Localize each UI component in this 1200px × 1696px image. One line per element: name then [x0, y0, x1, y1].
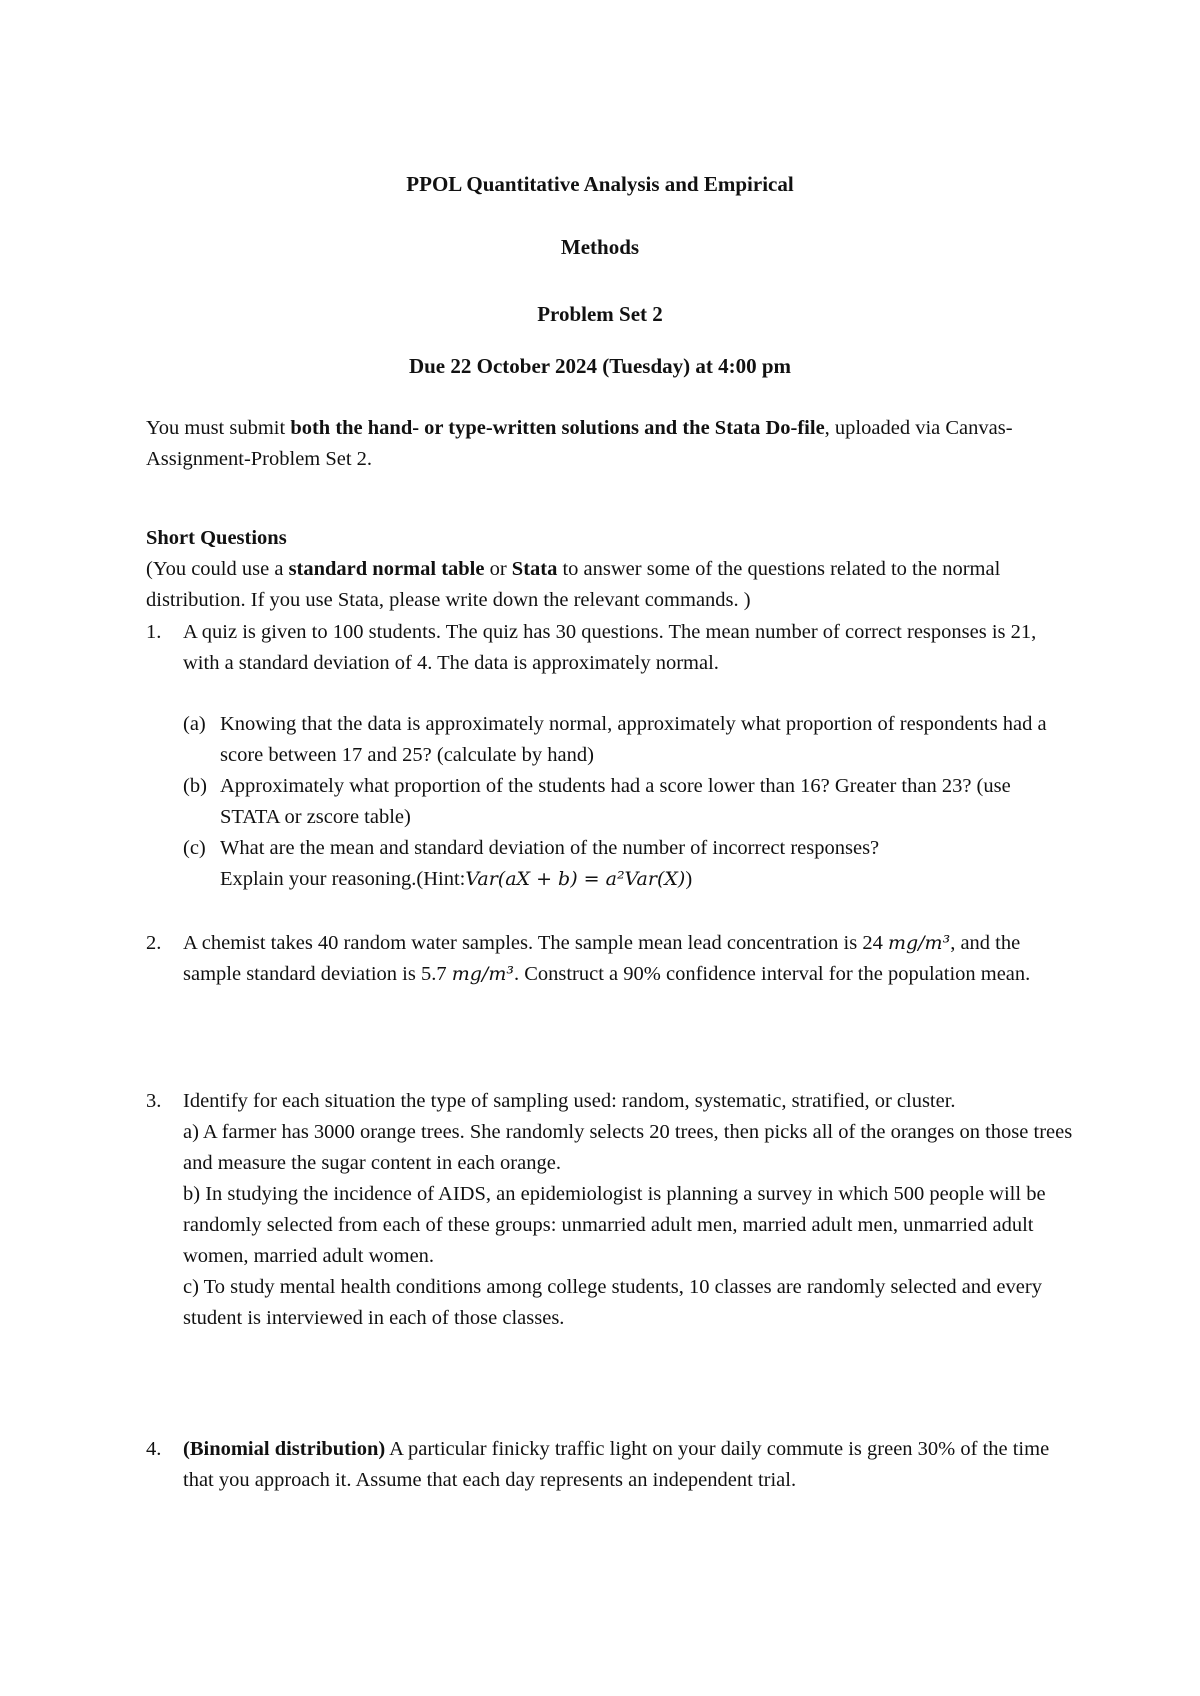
- question-number: 4.: [146, 1438, 162, 1460]
- hint-suffix: ): [685, 868, 693, 890]
- q2-text-2: , and the sample standard deviation is 5.7: [183, 932, 1021, 985]
- question-text: [183, 1086, 1076, 1334]
- q4-bold-label: (Binomial distribution): [183, 1438, 386, 1460]
- note-text-1: (You could use a: [146, 558, 289, 580]
- subquestion-line: What are the mean and standard deviation of the number of incorrect responses?: [220, 837, 880, 859]
- instructions-suffix: , uploaded via Canvas-Assignment-Problem Set 2.: [146, 417, 1013, 470]
- variance-formula: Var(aX + b) = a²Var(X): [465, 868, 686, 890]
- q2-text-3: . Construct a 90% confidence interval for the population mean.: [513, 963, 1031, 985]
- q3-intro: Identify for each situation the type of sampling used: random, systematic, stratified, or cluster.: [183, 1090, 956, 1112]
- note-text-2: or: [484, 558, 512, 580]
- question-number: 2.: [146, 932, 162, 954]
- question-number: 3.: [146, 1090, 162, 1112]
- subquestion-text: [220, 833, 1063, 895]
- question-text: [183, 1434, 1076, 1496]
- question-4: [146, 1434, 1076, 1496]
- question-1b: [183, 771, 1063, 833]
- q3-part-a: a) A farmer has 3000 orange trees. She randomly selects 20 trees, then picks all of the oranges on those trees and measure the sugar content in each orange.: [183, 1121, 1073, 1174]
- q4-text: A particular finicky traffic light on your daily commute is green 30% of the time that you approach it. Assume that each day represents an independent trial.: [183, 1438, 1050, 1491]
- due-date: Due 22 October 2024 (Tuesday) at 4:00 pm: [408, 354, 792, 378]
- instructions-bold: both the hand- or type-written solutions and the Stata Do-file: [290, 417, 825, 439]
- question-1a: [183, 709, 1063, 771]
- subquestion-text: Knowing that the data is approximately normal, approximately what proportion of respondents had a score between 17 and 25? (calculate by hand): [220, 713, 1047, 766]
- question-3: [146, 1086, 1076, 1334]
- hint-prefix: Explain your reasoning.(Hint:: [220, 868, 466, 890]
- subquestion-tag: (b): [183, 775, 207, 797]
- question-text: A quiz is given to 100 students. The quiz has 30 questions. The mean number of correct responses is 21, with a standard deviation of 4. The data is approximately normal.: [183, 621, 1037, 674]
- q2-text-1: A chemist takes 40 random water samples. The sample mean lead concentration is 24: [183, 932, 888, 954]
- question-1c: [183, 833, 1063, 895]
- note-text-3: to answer some of the questions related to the normal distribution. If you use Stata, please write down the relevant commands. ): [146, 558, 1001, 611]
- note-bold-2: Stata: [511, 558, 558, 580]
- subquestion-tag: (c): [183, 837, 206, 859]
- short-questions-note: [146, 554, 1076, 616]
- q3-part-b: b) In studying the incidence of AIDS, an epidemiologist is planning a survey in which 500 people will be randomly selected from each of these groups: unmarried adult men, married adult men, unmarried adult women, married adult women.: [183, 1183, 1046, 1267]
- instructions-prefix: You must submit: [146, 417, 291, 439]
- subquestion-line: [220, 864, 1063, 895]
- unit-mg-m3: mg/m³: [451, 963, 514, 985]
- question-2: [146, 928, 1076, 990]
- problem-set-title: Problem Set 2: [537, 302, 663, 326]
- short-questions-heading: Short Questions: [146, 527, 287, 549]
- question-1: [146, 617, 1076, 679]
- course-title-line1: PPOL Quantitative Analysis and Empirical: [406, 172, 794, 196]
- subquestion-text: Approximately what proportion of the students had a score lower than 16? Greater than 23? (use STATA or zscore table): [220, 775, 1011, 828]
- unit-mg-m3: mg/m³: [887, 932, 951, 954]
- question-number: 1.: [146, 621, 162, 643]
- question-text: [183, 928, 1076, 990]
- submission-instructions: [146, 413, 1076, 475]
- note-bold-1: standard normal table: [288, 558, 485, 580]
- course-title-line2: Methods: [560, 235, 640, 259]
- subquestion-tag: (a): [183, 713, 206, 735]
- q3-part-c: c) To study mental health conditions among college students, 10 classes are randomly selected and every student is interviewed in each of those classes.: [183, 1276, 1042, 1329]
